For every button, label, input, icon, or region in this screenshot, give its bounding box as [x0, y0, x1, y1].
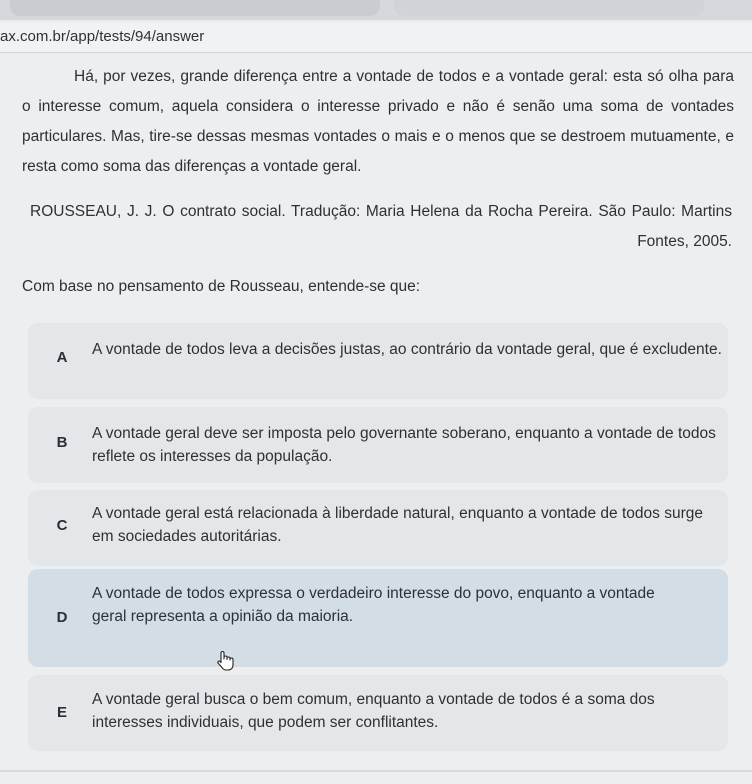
option-e[interactable]: [28, 675, 728, 751]
address-bar[interactable]: [0, 22, 752, 53]
option-letter: B: [56, 434, 68, 451]
option-letter: A: [56, 349, 68, 366]
url-text[interactable]: ax.com.br/app/tests/94/answer: [0, 28, 205, 45]
option-letter: E: [56, 704, 67, 721]
question-prompt: Com base no pensamento de Rousseau, entende-se que:: [22, 278, 421, 295]
option-text: A vontade geral deve ser imposta pelo governante soberano, enquanto a vontade de todos reflete os interesses da população.: [92, 425, 716, 465]
option-c[interactable]: [28, 490, 728, 566]
option-letter: C: [56, 517, 68, 534]
source-passage: Há, por vezes, grande diferença entre a vontade de todos e a vontade geral: esta só olha para o interesse comum, aquela considera o interesse privado e não é senão uma soma de vontades particulares. Mas, tire-se dessas mesmas vontades o mais e o menos que se destroem mutuamente, e resta como soma das diferenças a vontade geral.: [22, 68, 734, 175]
browser-tab[interactable]: [10, 0, 380, 16]
option-letter: D: [56, 609, 68, 626]
option-a[interactable]: [28, 323, 728, 399]
question-page: [0, 54, 752, 784]
browser-tab-strip: [0, 0, 752, 20]
option-text: A vontade geral busca o bem comum, enquanto a vontade de todos é a soma dos interesses individuais, que podem ser conflitantes.: [92, 691, 655, 731]
option-d[interactable]: [28, 569, 728, 667]
hand-pointer-icon: [215, 650, 235, 672]
option-text: A vontade de todos leva a decisões justas, ao contrário da vontade geral, que é excludente.: [92, 341, 722, 358]
option-b[interactable]: [28, 407, 728, 483]
source-citation: ROUSSEAU, J. J. O contrato social. Tradução: Maria Helena da Rocha Pereira. São Paulo: Martins Fontes, 2005.: [30, 203, 732, 250]
browser-tab[interactable]: [394, 0, 704, 16]
option-text: A vontade de todos expressa o verdadeiro interesse do povo, enquanto a vontade geral representa a opinião da maioria.: [92, 585, 655, 625]
divider: [0, 770, 752, 772]
option-text: A vontade geral está relacionada à liberdade natural, enquanto a vontade de todos surge em sociedades autoritárias.: [92, 505, 703, 545]
